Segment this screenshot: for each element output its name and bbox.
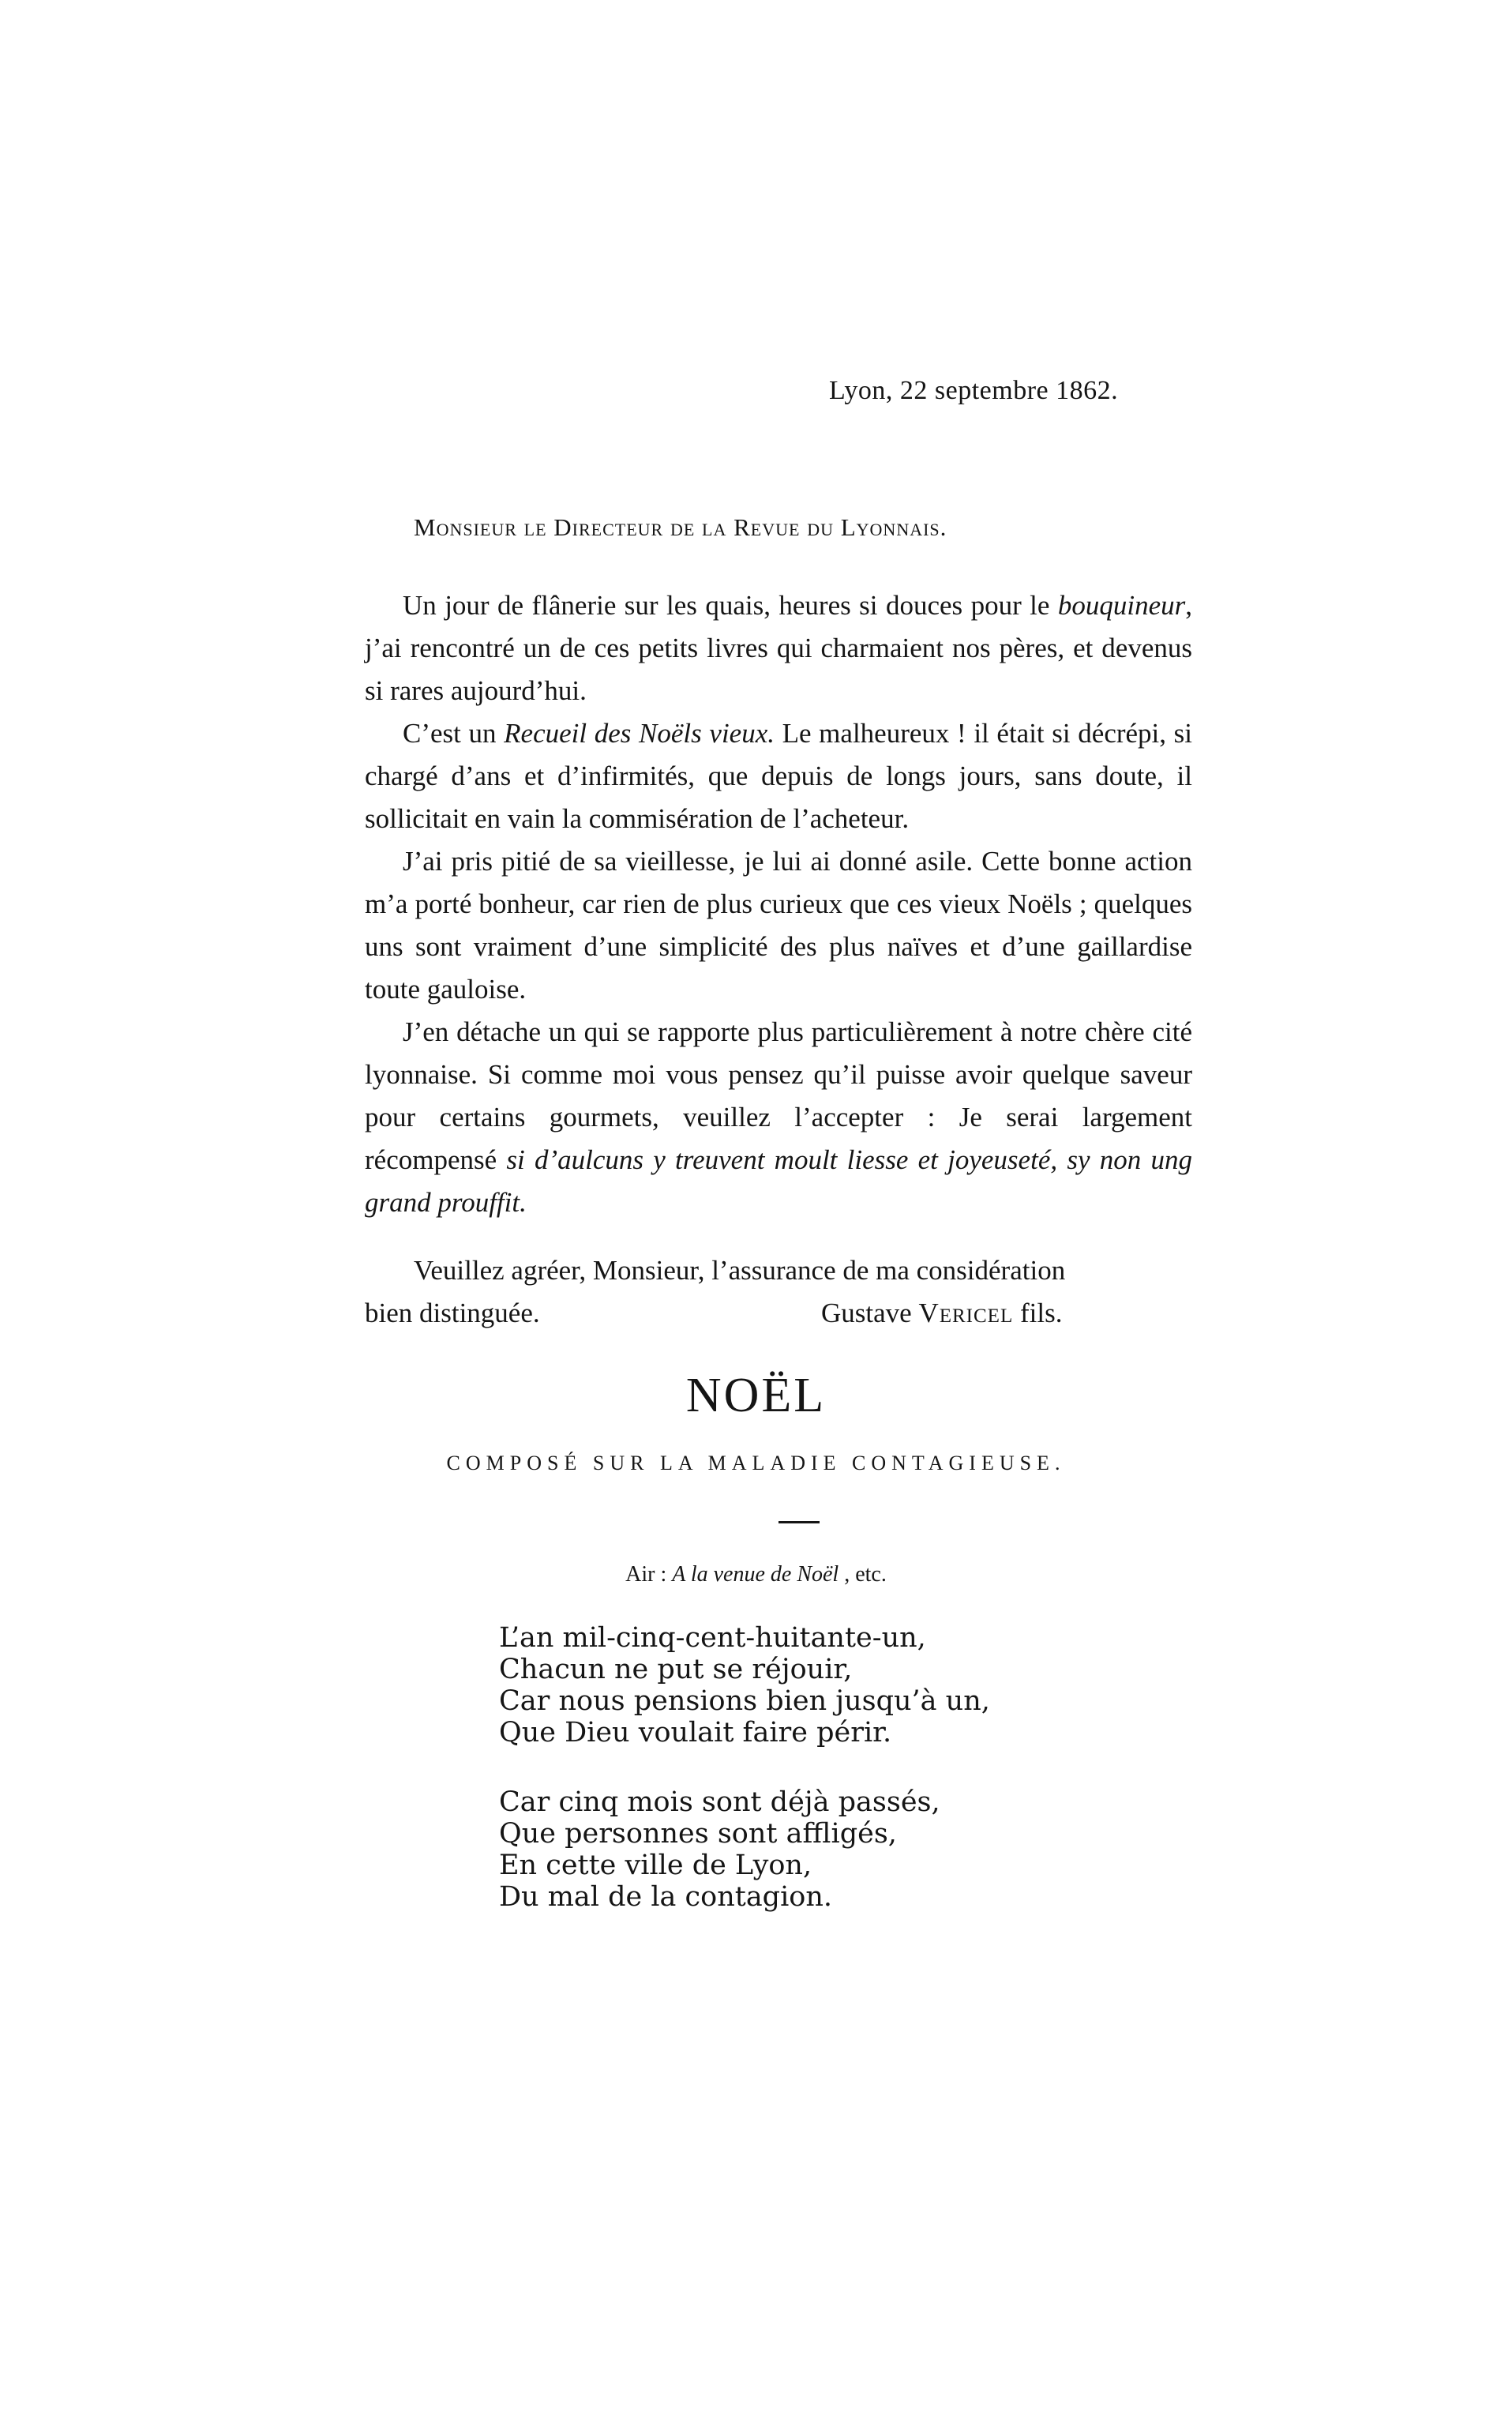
signature-first-name: Gustave <box>821 1298 919 1328</box>
paragraph-text: Le malheureux ! il était si décrépi, si chargé d’ans et d’infirmités, que depuis de longs jours, sans doute, il sollicitait en vain la commisération de l’acheteur. <box>365 718 1192 834</box>
air-label: Air : <box>625 1562 673 1587</box>
verse-line: L’an mil-cinq-cent-huitante-un, <box>499 1622 926 1654</box>
letter-paragraph <box>365 1011 1192 1224</box>
verse-line: Du mal de la contagion. <box>499 1881 833 1913</box>
letter-body <box>365 584 1192 1224</box>
closing-line: Veuillez agréer, Monsieur, l’assurance de ma considération <box>414 1255 1066 1286</box>
poem-subtitle: COMPOSÉ SUR LA MALADIE CONTAGIEUSE. <box>446 1452 1066 1474</box>
letter-paragraph <box>365 712 1192 840</box>
air-title: A la venue de Noël <box>672 1562 839 1587</box>
paragraph-text: J’en détache un qui se rapporte plus particulièrement à notre chère cité lyonnaise. Si comme moi vous pensez qu’il puisse avoir quelque saveur pour certains gourmets, veuillez l’accepter : Je serai largement récompensé <box>365 1016 1192 1175</box>
closing-line-2 <box>365 1292 1192 1335</box>
verse-line: En cette ville de Lyon, <box>499 1850 812 1881</box>
italic-text: si d’aulcuns y treuvent moult liesse et joyeuseté, sy non ung grand prouffit. <box>365 1144 1192 1218</box>
poem-stanza <box>499 1786 940 1913</box>
signature <box>821 1292 1062 1335</box>
paragraph-text: C’est un <box>403 718 505 749</box>
air-suffix: , etc. <box>839 1562 887 1587</box>
signature-suffix: fils. <box>1013 1298 1063 1328</box>
paragraph-text: Un jour de flânerie sur les quais, heures si douces pour le <box>403 590 1058 621</box>
paragraph-text: , j’ai rencontré un de ces petits livres qui charmaient nos pères, et devenus si rares aujourd’hui. <box>365 590 1192 706</box>
paragraph-text: J’ai pris pitié de sa vieillesse, je lui ai donné asile. Cette bonne action m’a porté bonheur, car rien de plus curieux que ces vieux Noëls ; quelques uns sont vraiment d’une simplicité des plus naïves et d’une gaillardise toute gauloise. <box>365 846 1192 1005</box>
verse-line: Que Dieu voulait faire périr. <box>499 1717 892 1748</box>
closing-words: bien distinguée. <box>365 1298 540 1328</box>
italic-text: Recueil des Noëls vieux. <box>504 718 775 749</box>
verse-line: Chacun ne put se réjouir, <box>499 1654 853 1685</box>
letter-dateline: Lyon, 22 septembre 1862. <box>829 376 1119 405</box>
verse-line: Car nous pensions bien jusqu’à un, <box>499 1685 990 1717</box>
letter-closing <box>365 1249 1192 1335</box>
letter-paragraph <box>365 584 1192 712</box>
verse-line: Que personnes sont affligés, <box>499 1818 897 1850</box>
poem-title: NOËL <box>685 1369 827 1422</box>
poem-air <box>0 1562 1512 1587</box>
verse-line: Car cinq mois sont déjà passés, <box>499 1786 940 1818</box>
poem-stanza <box>499 1622 990 1748</box>
letter-paragraph <box>365 840 1192 1011</box>
italic-text: bouquineur <box>1057 590 1186 621</box>
signature-surname: Vericel <box>918 1298 1014 1328</box>
section-divider <box>779 1521 820 1523</box>
letter-salutation: Monsieur le Directeur de la Revue du Lyonnais. <box>414 513 947 541</box>
